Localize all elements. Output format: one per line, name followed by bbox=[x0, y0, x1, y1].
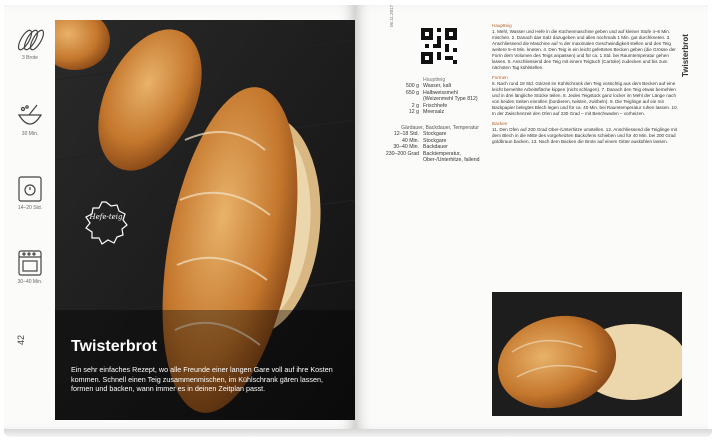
ingredient-name: Halbweissmehl (Weizenmehl Type 812) bbox=[423, 89, 478, 103]
bread-detail-photo bbox=[492, 292, 682, 416]
ingredient-qty: 650 g bbox=[406, 89, 419, 96]
right-page bbox=[355, 5, 708, 429]
ingredient-name: Wasser, kalt bbox=[423, 83, 452, 90]
ingredient-qty: 500 g bbox=[406, 83, 419, 90]
method-heading: Formen bbox=[492, 75, 508, 80]
bake-time bbox=[10, 249, 50, 285]
ingredient-name: Meersalz bbox=[423, 109, 445, 116]
ingredient-name: Frischhefe bbox=[423, 102, 448, 109]
timing-value: 40 Min. bbox=[401, 137, 419, 144]
method-text bbox=[492, 23, 678, 145]
method-heading: Backen bbox=[492, 121, 508, 126]
ingredient-qty: 2 g bbox=[411, 102, 419, 109]
rest-time-label: 14–20 Std. bbox=[17, 205, 43, 211]
recipe-title: Twisterbrot bbox=[71, 338, 157, 355]
bread-photo bbox=[55, 20, 355, 420]
ingredients-heading: Hauptteig bbox=[423, 77, 446, 83]
timing-value: 230–200 Grad bbox=[385, 150, 419, 157]
cookbook-spread bbox=[4, 5, 712, 439]
bread-loaves-icon bbox=[15, 27, 45, 53]
date-stamp: 06.11.2017 bbox=[389, 4, 394, 27]
method-paragraph: 6. Nach rund 18 Std. Gärzeit im Kühlschrank den Teig vorsichtig aus dem Becken auf eine leicht bemehlte Arbeitsfläche kippen (nicht schlagen). 7. Danach den Teig etwas bemehlen und in drei längliche Stücke teilen. 8. Jedes Teigstück ganz locker im Mehl der Länge nach von beiden Seiten einrollen (bordieren, twisten, zwirbeln). 9. Die Teiglinge auf ein mit Backpapier belegtes Blech legen und für ca. 40 Min. bei Raumtemperatur ruhen lassen. 10. In der Zwischenzeit den Ofen auf 230 Grad – mit Beschwaden – vorheizen. bbox=[492, 81, 678, 116]
stamp-text: Hefe-teig bbox=[89, 213, 123, 221]
ingredient-row bbox=[361, 90, 483, 103]
timing-row bbox=[361, 151, 483, 164]
book-edge bbox=[4, 429, 712, 437]
method-heading: Hauptteig bbox=[492, 23, 512, 28]
timing-name: Stockgare bbox=[423, 137, 447, 144]
bread-count bbox=[10, 27, 50, 61]
timing-value: 30–40 Min. bbox=[393, 144, 419, 151]
timing-name: Backtemperatur, Ober-/Unterhitze, fallend bbox=[423, 150, 480, 164]
bread-count-label: 3 Brote bbox=[21, 55, 39, 61]
fridge-icon bbox=[15, 175, 45, 203]
recipe-intro: Ein sehr einfaches Rezept, wo alle Freunde einer langen Gare voll auf ihre Kosten kommen. Schnell einen Teig zusammenmischen, im Kühlschrank gären lassen, formen und backen, wann immer es in deinen Zeitplan passt. bbox=[71, 365, 333, 394]
qr-code-icon[interactable] bbox=[421, 28, 457, 64]
method-paragraph: 1. Mehl, Wasser und Hefe in die Küchenmaschine geben und auf kleiner Stufe 4–6 Min. mischen. 2. Danach das Salz dazugeben und alles nochmals 1 Min. gut durchkneten. 3. Anschliessend die Maschine auf ¾ der maximalen Geschwindigkeit stellen und den Teig weitere 5–6 Min. kneten. 4. Den Teig in ein leicht gefettetes Becken geben (die Grösse der Form dem Volumen des Teigs anpassen) und für ca. 1 Std. bei Raumtemperatur gehen lassen. 5. Anschliessend den Teig mit einem Teigtuch (Cartolie) zudecken und bis zum nächsten Tag kühlstellen. bbox=[492, 29, 676, 70]
timing-list bbox=[361, 125, 483, 163]
ingredient-qty: 12 g bbox=[408, 109, 419, 116]
timing-name: Backdauer bbox=[423, 144, 448, 151]
bake-time-label: 30–40 Min. bbox=[17, 279, 43, 285]
left-page bbox=[4, 5, 355, 429]
prep-time bbox=[10, 103, 50, 137]
page-number: 42 bbox=[16, 334, 26, 345]
method-paragraph: 11. Den Ofen auf 200 Grad Ober-/Unterhitze umstellen. 12. Anschliessend die Teiglinge mit dem Blech in die Mitte des vorgeheizten Backofens schieben und für 40 Min. bei 200 Grad goldbraun backen. 13. Nach dem Backen die Brote auf einem Gitter auskühlen lassen. bbox=[492, 127, 677, 144]
dough-type-stamp bbox=[83, 200, 129, 246]
prep-time-label: 30 Min. bbox=[21, 131, 39, 137]
rest-time bbox=[10, 175, 50, 211]
mixing-bowl-icon bbox=[15, 103, 45, 129]
oven-icon bbox=[15, 249, 45, 277]
timing-value: 12–18 Std. bbox=[393, 131, 419, 138]
timing-heading: Gärdauer, Backdauer, Temperatur bbox=[400, 125, 479, 131]
ingredients-list bbox=[361, 77, 483, 115]
timing-name: Stockgare bbox=[423, 131, 447, 138]
ingredient-row bbox=[361, 109, 483, 115]
running-title: Twisterbrot bbox=[681, 34, 690, 77]
